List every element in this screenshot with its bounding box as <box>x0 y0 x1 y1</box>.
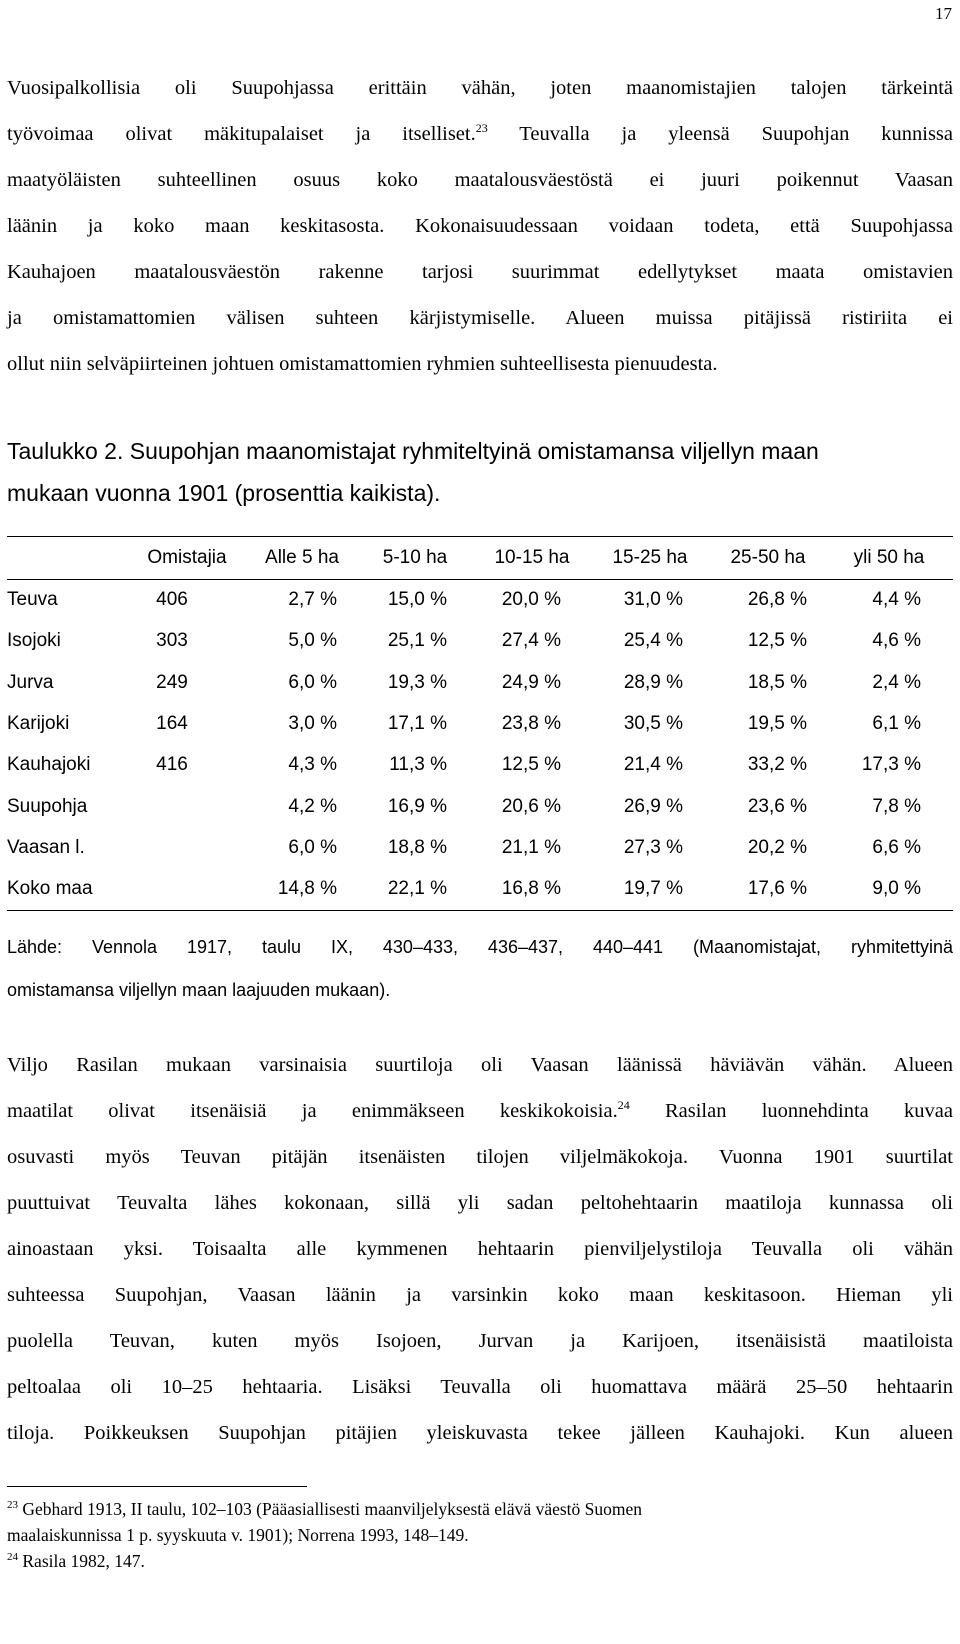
paragraph-line: läänin ja koko maan keskitasosta. Kokonaisuudessaan voidaan todeta, että Suupohjassa <box>7 215 953 237</box>
footnote-24 <box>7 1548 953 1574</box>
table-cell: 30,5 % <box>623 713 683 734</box>
caption-line: mukaan vuonna 1901 (prosenttia kaikista). <box>7 480 441 506</box>
footnote-line: maalaiskunnissa 1 p. syyskuuta v. 1901); Norrena 1993, 148–149. <box>7 1525 469 1545</box>
table-cell: 164 <box>156 713 188 734</box>
table-cell: 17,1 % <box>387 713 447 734</box>
paragraph-line: maatyöläisten suhteellinen osuus koko maatalousväestöstä ei juuri poikennut Vaasan <box>7 169 953 191</box>
footnote-marker: 24 <box>7 1551 18 1564</box>
paragraph-line: puuttuivat Teuvalta lähes kokonaan, sillä yli sadan peltohehtaarin maatiloja kunnassa oli <box>7 1192 953 1214</box>
table-cell: 16,8 % <box>501 878 561 899</box>
table-cell: 303 <box>156 630 188 651</box>
table-cell: 26,9 % <box>623 796 683 817</box>
table-cell: 28,9 % <box>623 672 683 693</box>
paragraph-line: Kauhajoen maatalousväestön rakenne tarjosi suurimmat edellytykset maata omistavien <box>7 261 953 283</box>
table-row-label: Isojoki <box>7 630 61 651</box>
footnote-line <box>7 1496 953 1522</box>
table-row-label: Kauhajoki <box>7 754 91 775</box>
table-cell: 20,0 % <box>501 589 561 610</box>
paragraph-line: ollut niin selväpiirteinen johtuen omistamattomien ryhmien suhteellisesta pienuudesta. <box>7 353 718 375</box>
table-cell: 18,8 % <box>387 837 447 858</box>
table-cell: 24,9 % <box>501 672 561 693</box>
table-cell: 4,2 % <box>288 796 337 817</box>
table-cell: 11,3 % <box>389 754 447 775</box>
table-cell <box>127 786 217 828</box>
table-header-cell: 15-25 ha <box>612 547 688 568</box>
table-cell: 5,0 % <box>288 630 337 651</box>
table-cell: 26,8 % <box>747 589 807 610</box>
paragraph-line: Viljo Rasilan mukaan varsinaisia suurtiloja oli Vaasan läänissä häviävän vähän. Alueen <box>7 1054 953 1076</box>
table-header-cell: yli 50 ha <box>853 547 925 568</box>
table-row-label: Jurva <box>7 672 54 693</box>
table-cell: 4,6 % <box>872 630 921 651</box>
table-cell: 21,1 % <box>501 837 561 858</box>
page-number: 17 <box>935 4 952 23</box>
paragraph-line: puolella Teuvan, kuten myös Isojoen, Jurvan ja Karijoen, itsenäisistä maatiloista <box>7 1330 953 1352</box>
table-cell: 12,5 % <box>747 630 807 651</box>
table-row-label: Teuva <box>7 589 58 610</box>
source-line: omistamansa viljellyn maan laajuuden mukaan). <box>7 980 391 1000</box>
table-cell: 33,2 % <box>747 754 807 775</box>
footnote-ref-23[interactable]: 23 <box>475 121 488 136</box>
table-cell: 2,4 % <box>872 672 921 693</box>
table-cell: 6,0 % <box>288 672 337 693</box>
table-row <box>7 620 953 662</box>
table-cell: 406 <box>156 589 188 610</box>
table-cell: 27,3 % <box>623 837 683 858</box>
table-header-cell: Omistajia <box>147 547 227 568</box>
table-cell: 7,8 % <box>872 796 921 817</box>
footnote-23 <box>7 1496 953 1574</box>
table-row-label: Suupohja <box>7 796 88 817</box>
table-caption <box>7 430 953 514</box>
table-cell: 18,5 % <box>747 672 807 693</box>
table-cell: 25,4 % <box>623 630 683 651</box>
table-cell: 23,8 % <box>501 713 561 734</box>
table-cell: 31,0 % <box>623 589 683 610</box>
paragraph-line: ja omistamattomien välisen suhteen kärjistymiselle. Alueen muissa pitäjissä ristiriita ei <box>7 307 953 329</box>
footnote-text: Rasila 1982, 147. <box>18 1551 145 1571</box>
table-header-cell: 25-50 ha <box>730 547 806 568</box>
table-row <box>7 579 953 621</box>
paragraph-line: suhteessa Suupohjan, Vaasan läänin ja varsinkin koko maan keskitasoon. Hieman yli <box>7 1284 953 1306</box>
paragraph-text: Rasilan luonnehdinta kuvaa <box>629 1100 953 1122</box>
table-cell: 4,3 % <box>288 754 337 775</box>
paragraph-line <box>7 111 953 157</box>
table-cell: 14,8 % <box>277 878 337 899</box>
table-cell: 4,4 % <box>872 589 921 610</box>
table-row <box>7 662 953 704</box>
paragraph-line <box>7 1088 953 1134</box>
paragraph-line: peltoalaa oli 10–25 hehtaaria. Lisäksi Teuvalla oli huomattava määrä 25–50 hehtaarin <box>7 1376 953 1398</box>
table-cell: 6,0 % <box>288 837 337 858</box>
table-cell: 27,4 % <box>501 630 561 651</box>
table-source <box>7 926 953 1012</box>
table-cell: 6,1 % <box>872 713 921 734</box>
caption-line: Taulukko 2. Suupohjan maanomistajat ryhmiteltyinä omistamansa viljellyn maan <box>7 438 819 464</box>
table-cell: 19,3 % <box>387 672 447 693</box>
table-cell: 15,0 % <box>387 589 447 610</box>
table-cell: 23,6 % <box>747 796 807 817</box>
table-cell: 17,6 % <box>747 878 807 899</box>
table-cell: 2,7 % <box>288 589 337 610</box>
table-row <box>7 827 953 869</box>
table-cell <box>127 868 217 910</box>
paragraph-text: työvoimaa olivat mäkitupalaiset ja itselliset. <box>7 123 476 145</box>
table-cell: 17,3 % <box>861 754 921 775</box>
table-row-label: Koko maa <box>7 878 93 899</box>
table-header-cell: 10-15 ha <box>494 547 570 568</box>
source-line: Lähde: Vennola 1917, taulu IX, 430–433, 436–437, 440–441 (Maanomistajat, ryhmitettyinä <box>7 937 953 957</box>
table-row-label: Karijoki <box>7 713 70 734</box>
table-cell: 12,5 % <box>501 754 561 775</box>
footnote-separator <box>7 1486 307 1487</box>
table-cell: 6,6 % <box>872 837 921 858</box>
table-bottom-rule <box>7 910 953 911</box>
table-cell: 19,7 % <box>623 878 683 899</box>
table-header-row <box>7 537 953 579</box>
table-cell: 21,4 % <box>623 754 683 775</box>
body-paragraph-2 <box>7 1042 953 1456</box>
table-row <box>7 744 953 786</box>
table-row <box>7 703 953 745</box>
paragraph-line: ainoastaan yksi. Toisaalta alle kymmenen hehtaarin pienviljelystiloja Teuvalla oli vähän <box>7 1238 953 1260</box>
paragraph-line: tiloja. Poikkeuksen Suupohjan pitäjien yleiskuvasta tekee jälleen Kauhajoki. Kun alueen <box>7 1422 953 1444</box>
table-cell: 22,1 % <box>387 878 447 899</box>
footnote-text: Gebhard 1913, II taulu, 102–103 (Pääasiallisesti maanviljelyksestä elävä väestö Suomen <box>18 1499 643 1519</box>
table-cell: 249 <box>156 672 188 693</box>
paragraph-text: Teuvalla ja yleensä Suupohjan kunnissa <box>487 123 953 145</box>
table-cell: 19,5 % <box>747 713 807 734</box>
table-cell: 20,6 % <box>501 796 561 817</box>
table-cell: 20,2 % <box>747 837 807 858</box>
table-cell: 25,1 % <box>387 630 447 651</box>
footnote-ref-24[interactable]: 24 <box>617 1098 630 1113</box>
paragraph-line: osuvasti myös Teuvan pitäjän itsenäisten tilojen viljelmäkokoja. Vuonna 1901 suurtilat <box>7 1146 953 1168</box>
table-cell: 16,9 % <box>387 796 447 817</box>
table-row-label: Vaasan l. <box>7 837 85 858</box>
table-cell <box>127 827 217 869</box>
table-row <box>7 786 953 828</box>
body-paragraph-1 <box>7 65 953 387</box>
table-cell: 3,0 % <box>288 713 337 734</box>
table-header-cell: 5-10 ha <box>382 547 448 568</box>
table-row <box>7 868 953 910</box>
table-header-cell <box>7 537 127 579</box>
footnote-marker: 23 <box>7 1499 18 1512</box>
table-cell: 416 <box>156 754 188 775</box>
paragraph-text: maatilat olivat itsenäisiä ja enimmäkseen keskikokoisia. <box>7 1100 618 1122</box>
table-header-cell: Alle 5 ha <box>265 547 339 568</box>
table-cell: 9,0 % <box>872 878 921 899</box>
paragraph-line: Vuosipalkollisia oli Suupohjassa erittäin vähän, joten maanomistajien talojen tärkeintä <box>7 77 953 99</box>
